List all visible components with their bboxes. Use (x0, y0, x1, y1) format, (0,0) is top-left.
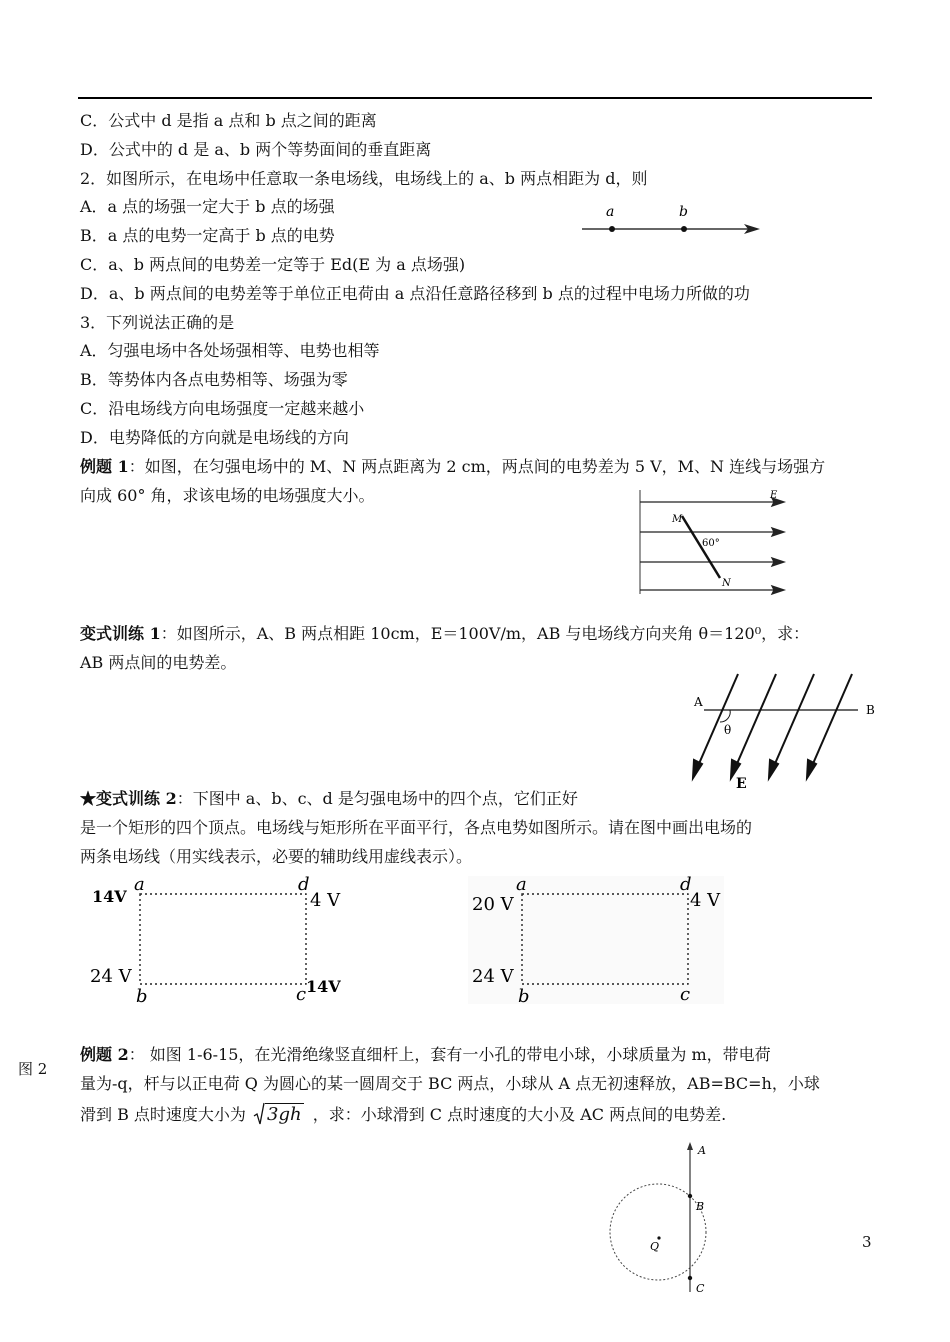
point-b (681, 226, 687, 232)
option-1c: C．公式中 d 是指 a 点和 b 点之间的距离 (80, 111, 377, 130)
label-b: B (696, 1200, 705, 1213)
option-2d: D．a、b 两点间的电势差等于单位正电荷由 a 点沿任意路径移到 b 点的过程中电场力所做的功 (80, 284, 750, 303)
arrowhead-icon (772, 586, 784, 594)
figure-circle-rod (606, 1140, 726, 1300)
potential-d: 4 V (310, 890, 341, 911)
question-3: 3．下列说法正确的是 (80, 313, 235, 332)
label-e: E (770, 490, 778, 501)
vertex-d: d (680, 874, 692, 895)
point-a (609, 226, 615, 232)
label-q: Q (650, 1240, 660, 1253)
figure-rectangle-2 (468, 872, 730, 1007)
field-line-3 (774, 674, 814, 766)
arrowhead-icon (807, 760, 816, 778)
point-c (688, 1276, 692, 1280)
vertex-c: c (680, 984, 691, 1005)
example-2-text-c2: ，求：小球滑到 C 点时速度的大小及 AC 两点间的电势差. (312, 1105, 727, 1124)
vertex-b: b (518, 986, 530, 1007)
question-2: 2．如图所示，在电场中任意取一条电场线，电场线上的 a、b 两点相距为 d，则 (80, 169, 648, 188)
label-a: A (694, 695, 703, 709)
label-a: A (698, 1144, 706, 1157)
example-2-text-a: ： 如图 1-6-15，在光滑绝缘竖直细杆上，套有一小孔的带电小球，小球质量为 m，带电荷 (128, 1045, 771, 1064)
example-1-line2: 向成 60° 角，求该电场的电场强度大小。 (80, 486, 375, 505)
option-2c: C．a、b 两点间的电势差一定等于 Ed(E 为 a 点场强) (80, 255, 466, 274)
figure-mn-field (638, 488, 788, 598)
arrowhead-icon (772, 558, 784, 566)
variant-1-text-a: ：如图所示，A、B 两点相距 10cm，E＝100V/m，AB 与电场线方向夹角 θ＝120⁰，求： (160, 624, 810, 643)
label-b: b (679, 204, 688, 220)
dashed-rectangle (140, 894, 306, 984)
label-c: C (696, 1282, 705, 1295)
label-angle: 60° (702, 538, 720, 549)
vertex-a: a (134, 874, 145, 895)
variant-2-label: ★变式训练 2 (80, 789, 177, 808)
page-number: 3 (862, 1233, 872, 1251)
potential-d: 4 V (690, 890, 721, 911)
header-rule (78, 97, 872, 99)
sqrt-radicand: 3gh (267, 1104, 302, 1125)
arrowhead-icon (687, 1142, 693, 1150)
example-2-line1 (80, 1044, 771, 1066)
option-3c: C．沿电场线方向电场强度一定越来越小 (80, 399, 365, 418)
variant-1-line1 (80, 623, 809, 645)
figure-rectangle-1 (86, 872, 356, 1007)
label-n: N (722, 578, 731, 589)
variant-2-line1 (80, 788, 578, 810)
vertex-a: a (516, 874, 527, 895)
variant-2-line3: 两条电场线（用实线表示，必要的辅助线用虚线表示）。 (80, 847, 473, 866)
example-2-line2: 量为-q，杆与以正电荷 Q 为圆心的某一圆周交于 BC 两点，小球从 A 点无初速释放，AB=BC=h，小球 (80, 1074, 820, 1093)
equipotential-circle (610, 1184, 706, 1280)
potential-c: 14V (306, 977, 341, 996)
label-b: B (866, 703, 875, 717)
potential-a: 14V (92, 887, 127, 906)
example-1-label: 例题 1 (80, 457, 129, 476)
potential-b: 24 V (472, 966, 514, 987)
radical-sign (253, 1102, 265, 1126)
figure-ab-field (688, 670, 888, 795)
example-1-text-a: ：如图，在匀强电场中的 M、N 两点距离为 2 cm，两点间的电势差为 5 V，M、N 连线与场强方 (128, 457, 826, 476)
potential-b: 24 V (90, 966, 132, 987)
option-2b: B．a 点的电势一定高于 b 点的电势 (80, 226, 335, 245)
arrowhead-icon (693, 760, 702, 778)
figure-field-line (578, 196, 768, 246)
label-e: E (736, 776, 747, 792)
option-3a: A．匀强电场中各处场强相等、电势也相等 (80, 341, 380, 360)
example-1-line1 (80, 456, 825, 478)
label-m: M (672, 514, 683, 525)
sqrt-expression (255, 1104, 304, 1126)
variant-1-line2: AB 两点间的电势差。 (80, 653, 237, 672)
example-2-text-c1: 滑到 B 点时速度大小为 (80, 1105, 246, 1124)
example-2-label: 例题 2 (80, 1045, 129, 1064)
vertex-b: b (136, 986, 148, 1007)
option-3b: B．等势体内各点电势相等、场强为零 (80, 370, 348, 389)
variant-2-text-a: ：下图中 a、b、c、d 是匀强电场中的四个点，它们正好 (176, 789, 578, 808)
variant-1-label: 变式训练 1 (80, 624, 161, 643)
option-2a: A．a 点的场强一定大于 b 点的场强 (80, 197, 335, 216)
point-b (688, 1194, 692, 1198)
field-line-1 (698, 674, 738, 766)
label-theta: θ (724, 723, 732, 737)
vertex-d: d (298, 874, 310, 895)
vertex-c: c (296, 984, 307, 1005)
field-line-2 (736, 674, 776, 766)
side-note: 图 2 (18, 1060, 48, 1078)
label-a: a (606, 204, 615, 220)
example-2-line3 (80, 1104, 726, 1126)
option-3d: D．电势降低的方向就是电场线的方向 (80, 428, 349, 447)
arrowhead-icon (769, 760, 778, 778)
variant-2-line2: 是一个矩形的四个顶点。电场线与矩形所在平面平行，各点电势如图所示。请在图中画出电场的 (80, 818, 753, 837)
potential-a: 20 V (472, 894, 514, 915)
arrowhead-icon (772, 528, 784, 536)
option-1d: D．公式中的 d 是 a、b 两个等势面间的垂直距离 (80, 140, 432, 159)
field-line-4 (812, 674, 852, 766)
